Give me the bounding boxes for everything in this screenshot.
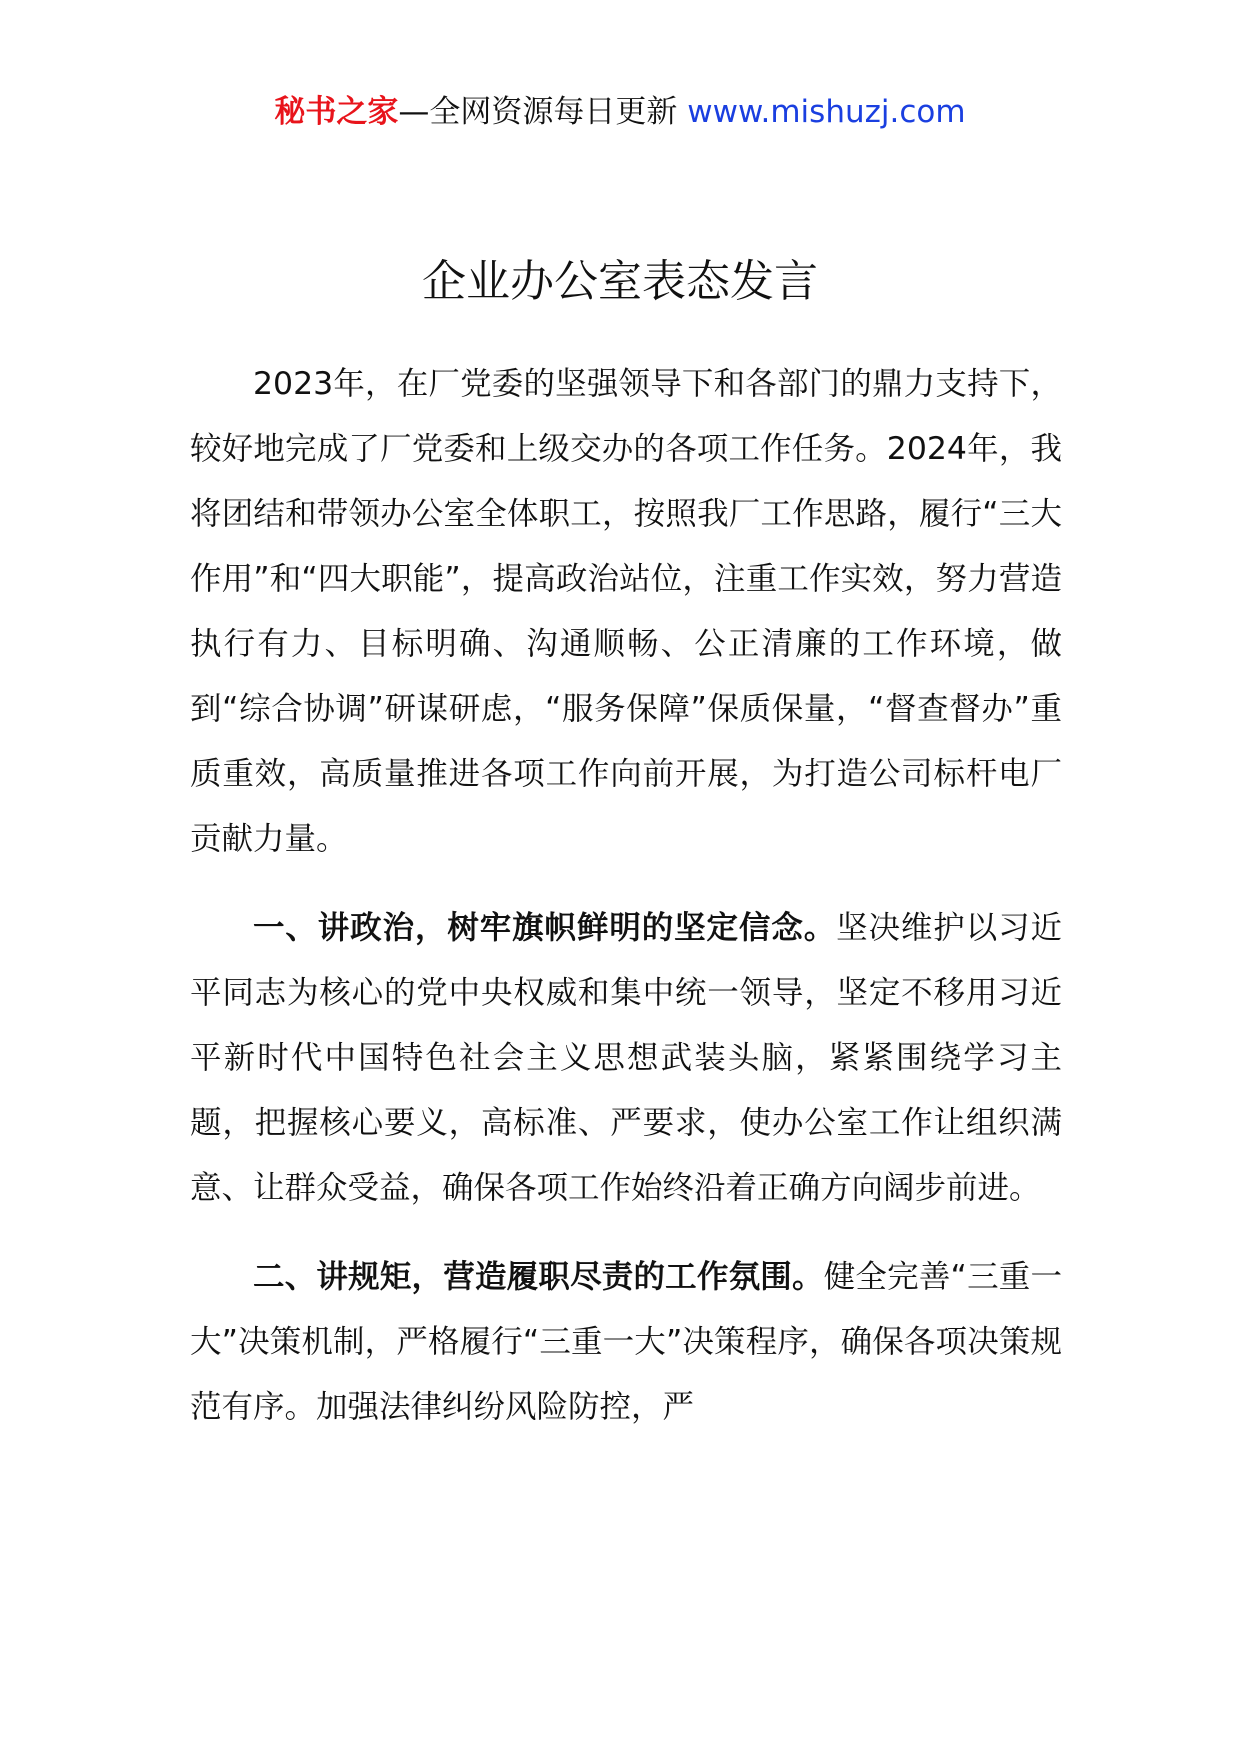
paragraph-section-2 bbox=[190, 1245, 1062, 1440]
paragraph-text: 健全完善“三重一大”决策机制，严格履行“三重一大”决策程序，确保各项决策规范有序。加强法律纠纷风险防控，严 bbox=[190, 1259, 1062, 1425]
paragraph-text: 2023年，在厂党委的坚强领导下和各部门的鼎力支持下，较好地完成了厂党委和上级交办的各项工作任务。2024年，我将团结和带领办公室全体职工，按照我厂工作思路，履行“三大作用”和“四大职能”，提高政治站位，注重工作实效，努力营造执行有力、目标明确、沟通顺畅、公正清廉的工作环境，做到“综合协调”研谋研虑，“服务保障”保质保量，“督查督办”重质重效，高质量推进各项工作向前开展，为打造公司标杆电厂贡献力量。 bbox=[190, 366, 1062, 857]
paragraph-section-1 bbox=[190, 896, 1062, 1221]
site-brand: 秘书之家 bbox=[274, 94, 399, 130]
section-heading: 一、讲政治，树牢旗帜鲜明的坚定信念。 bbox=[253, 910, 837, 946]
paragraph-text: 坚决维护以习近平同志为核心的党中央权威和集中统一领导，坚定不移用习近平新时代中国特色社会主义思想武装头脑，紧紧围绕学习主题，把握核心要义，高标准、严要求，使办公室工作让组织满意、让群众受益，确保各项工作始终沿着正确方向阔步前进。 bbox=[190, 910, 1062, 1206]
section-heading: 二、讲规矩，营造履职尽责的工作氛围。 bbox=[253, 1259, 824, 1295]
paragraph-intro bbox=[190, 352, 1062, 872]
site-header bbox=[0, 92, 1240, 132]
site-url-link[interactable]: www.mishuzj.com bbox=[687, 94, 966, 130]
site-slogan: —全网资源每日更新 bbox=[398, 94, 688, 130]
document-body bbox=[190, 352, 1062, 1464]
document-title: 企业办公室表态发言 bbox=[422, 256, 818, 307]
